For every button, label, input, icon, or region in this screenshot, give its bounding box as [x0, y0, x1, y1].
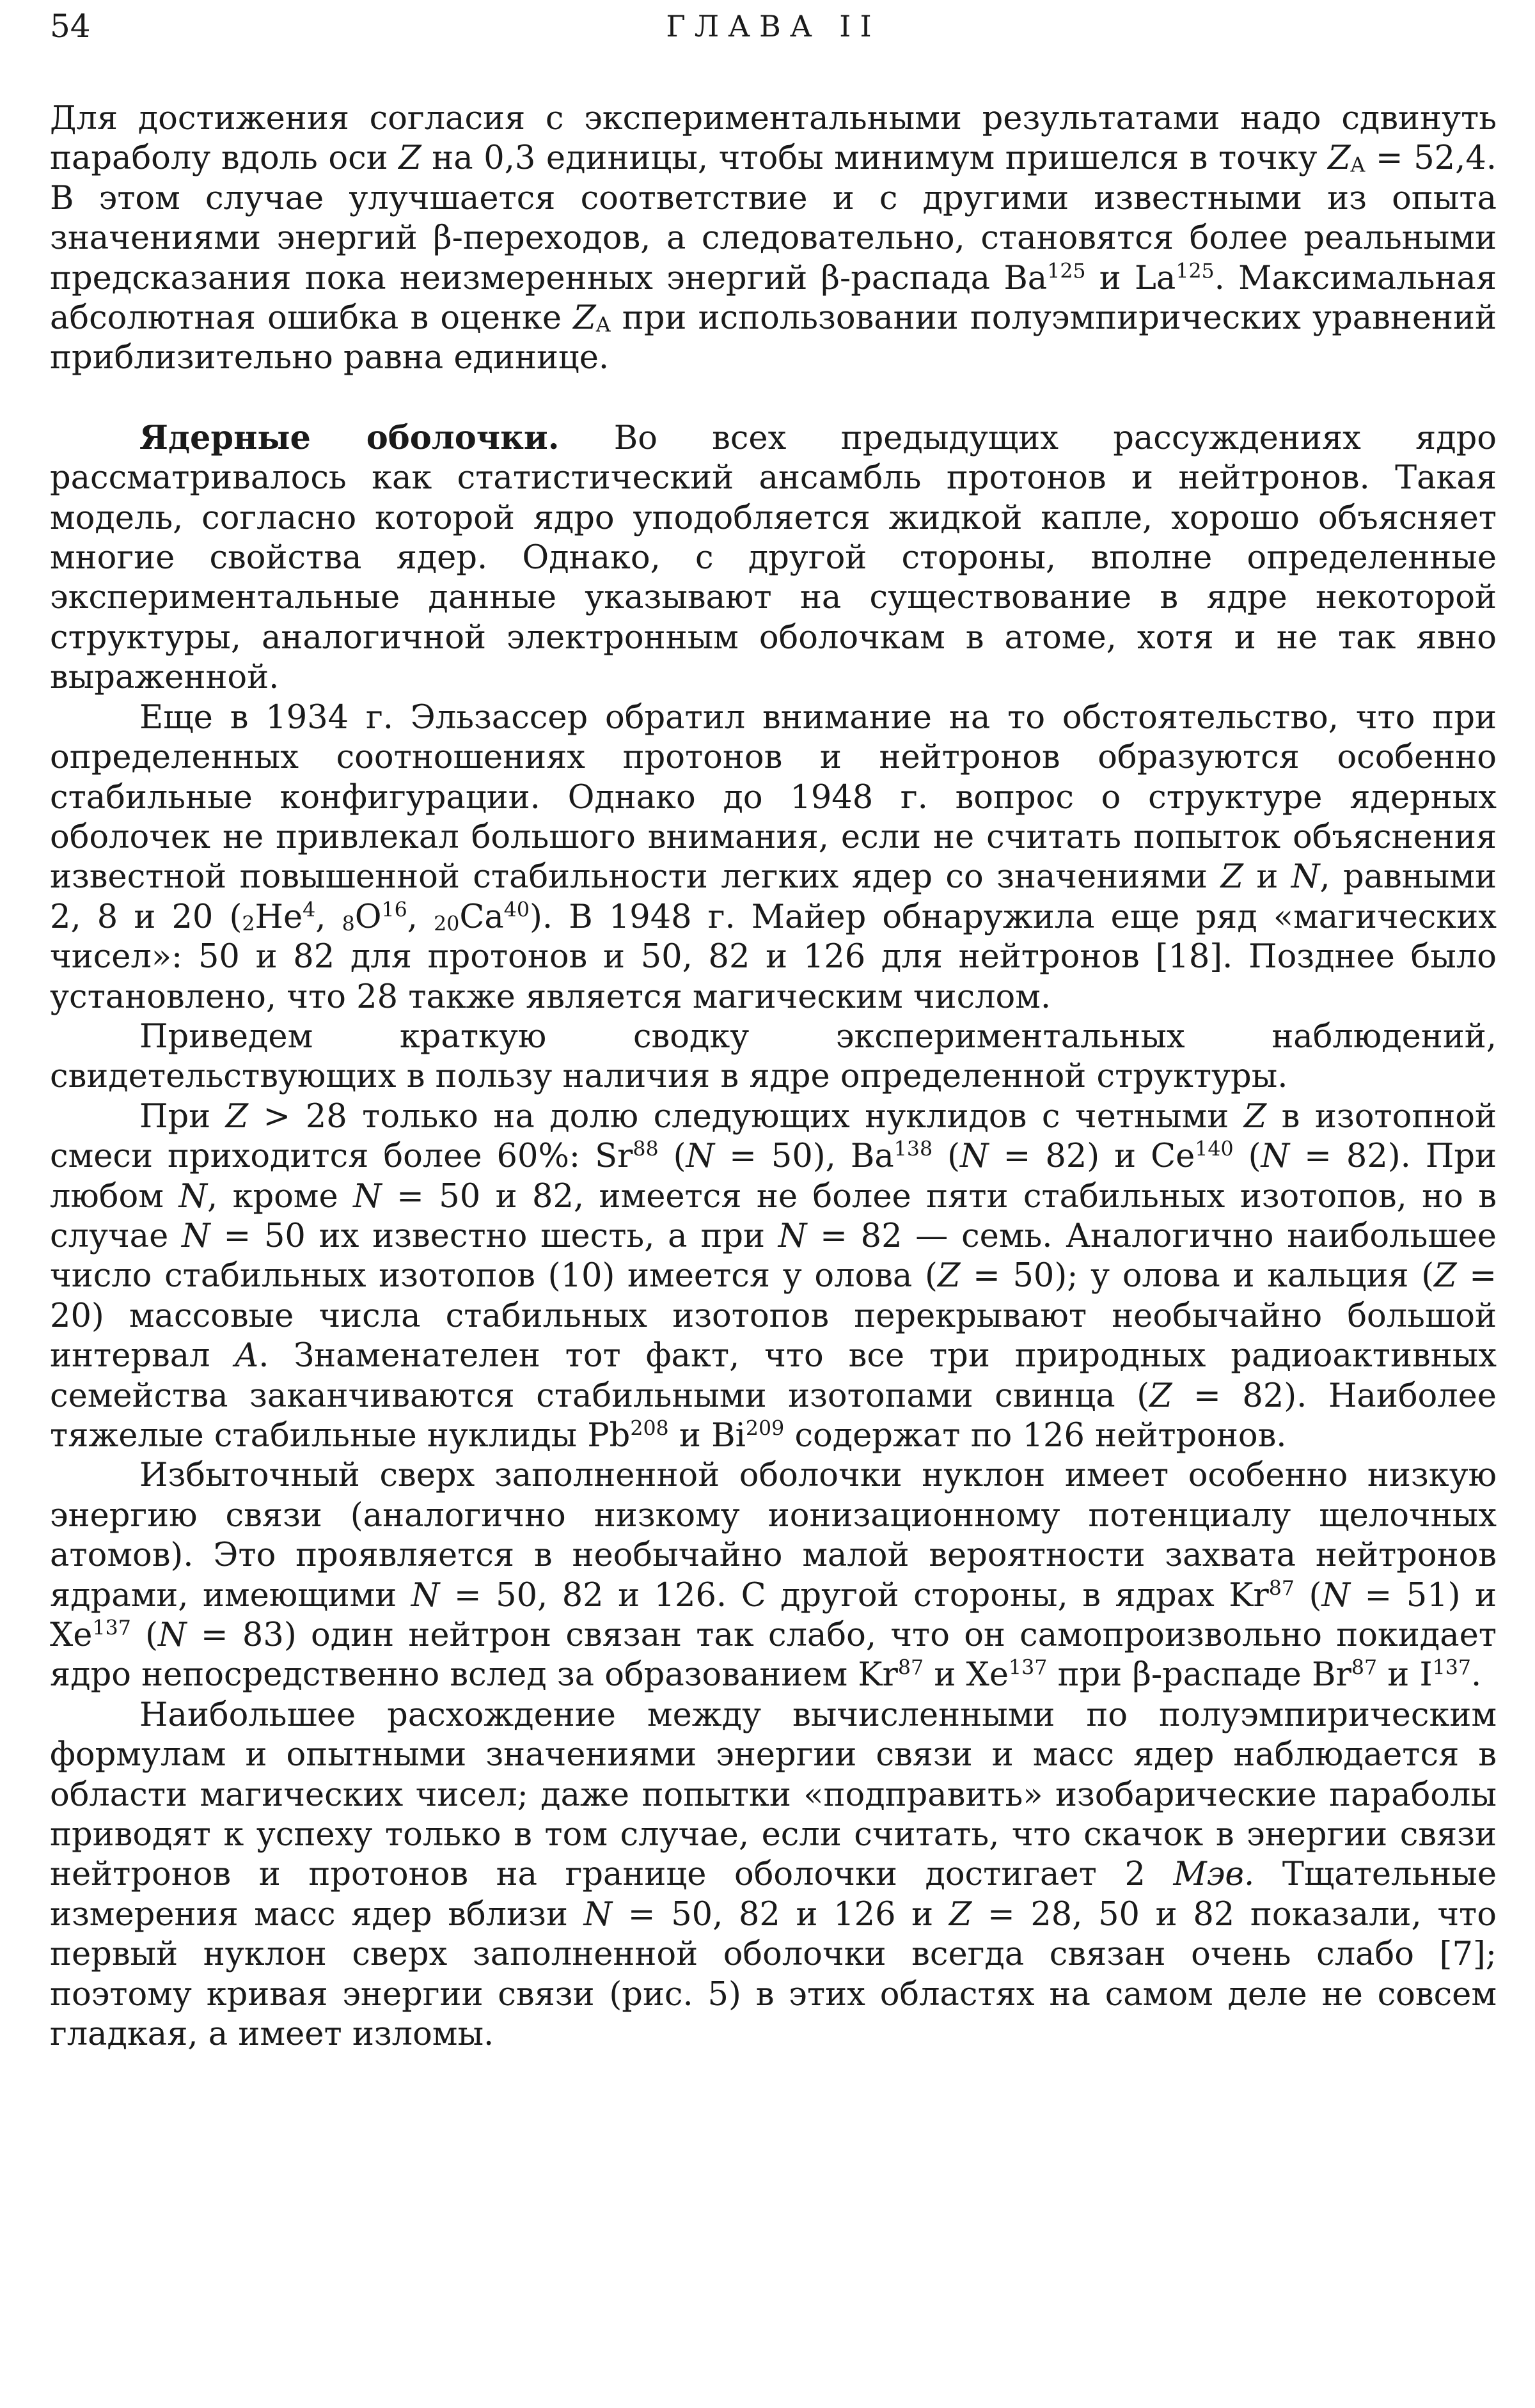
- paragraph-binding-energy: Наибольшее расхождение между вычисленными по полуэмпирическим формулам и опытными значениями энергии связи и масс ядер наблюдается в области магических чисел; даже попытки «подправить» изобарические параболы приводят к успеху только в том случае, если считать, что скачок в энергии связи нейтронов и протонов на границе оболочки достигает 2 Мэв. Тщательные измерения масс ядер вблизи N = 50, 82 и 126 и Z = 28, 50 и 82 показали, что первый нуклон сверх заполненной оболочки всегда связан очень слабо [7]; поэтому кривая энергии связи (рис. 5) в этих областях на самом деле не совсем гладкая, а имеет изломы.: [50, 1696, 1497, 2054]
- chapter-title: ГЛАВА II: [666, 9, 881, 43]
- paragraph-excess-nucleon: Избыточный сверх заполненной оболочки нуклон имеет особенно низкую энергию связи (аналогично низкому ионизационному потенциалу щелочных атомов). Это проявляется в необычайно малой вероятности захвата нейтронов ядрами, имеющими N = 50, 82 и 126. С другой стороны, в ядрах Kr$^{87}$ (N = 51) и Xe$^{137}$ (N = 83) один нейтрон связан так слабо, что он самопроизвольно покидает ядро непосредственно вслед за образованием Kr$^{87}$ и Xe$^{137}$ при β-распаде Br$^{87}$ и $I^{137}$.: [50, 1457, 1497, 1694]
- paragraph-summary-intro: Приведем краткую сводку экспериментальных наблюдений, свидетельствующих в пользу наличия в ядре определенной структуры.: [50, 1017, 1497, 1096]
- page-number: 54: [50, 8, 91, 45]
- running-head: [50, 6, 1497, 46]
- paragraph-parabola-shift: Для достижения согласия с экспериментальными результатами надо сдвинуть параболу вдоль оси Z на 0,3 единицы, чтобы минимум пришелся в точку $Z_A = 52,4$. В этом случае улучшается соответствие и с другими известными из опыта значениями энергий β-переходов, а следовательно, становятся более реальными предсказания пока неизмеренных энергий β-распада Ba$^{125}$ и La$^{125}$. Максимальная абсолютная ошибка в оценке $Z_A$ при использовании полуэмпирических уравнений приблизительно равна единице.: [50, 100, 1497, 377]
- paragraph-nuclear-shells: Ядерные оболочки. Во всех предыдущих рассуждениях ядро рассматривалось как статистический ансамбль протонов и нейтронов. Такая модель, согласно которой ядро уподобляется жидкой капле, хорошо объясняет многие свойства ядер. Однако, с другой стороны, вполне определенные экспериментальные данные указывают на существование в ядре некоторой структуры, аналогичной электронным оболочкам в атоме, хотя и не так явно выраженной.: [50, 418, 1497, 697]
- paragraph-elsasser-mayer: Еще в 1934 г. Эльзассер обратил внимание на то обстоятельство, что при определенных соотношениях протонов и нейтронов образуются особенно стабильные конфигурации. Однако до 1948 г. вопрос о структуре ядерных оболочек не привлекал большого внимания, если не считать попыток объяснения известной повышенной стабильности легких ядер со значениями Z и N, равными 2, 8 и 20 ($_2He^4$, $_8O^{16}$, $_{20}Ca^{40}$). В 1948 г. Майер обнаружила еще ряд «магических чисел»: 50 и 82 для протонов и 50, 82 и 126 для нейтронов [18]. Позднее было установлено, что 28 также является магическим числом.: [50, 698, 1497, 1016]
- paragraph-stable-nuclides: При Z > 28 только на долю следующих нуклидов с четными Z в изотопной смеси приходится более 60%: Sr$^{88}$ (N = 50), Ba$^{138}$ (N = 82) и Ce$^{140}$ (N = 82). При любом N, кроме N = 50 и 82, имеется не более пяти стабильных изотопов, но в случае N = 50 их известно шесть, а при N = 82 — семь. Аналогично наибольшее число стабильных изотопов (10) имеется у олова (Z = 50); у олова и кальция (Z = 20) массовые числа стабильных изотопов перекрывают необычайно большой интервал A. Знаменателен тот факт, что все три природных радиоактивных семейства заканчиваются стабильными изотопами свинца (Z = 82). Наиболее тяжелые стабильные нуклиды Pb$^{208}$ и Bi$^{209}$ содержат по 126 нейтронов.: [50, 1097, 1497, 1455]
- page-body: [50, 99, 1497, 2055]
- section-heading: Ядерные оболочки.: [139, 418, 560, 457]
